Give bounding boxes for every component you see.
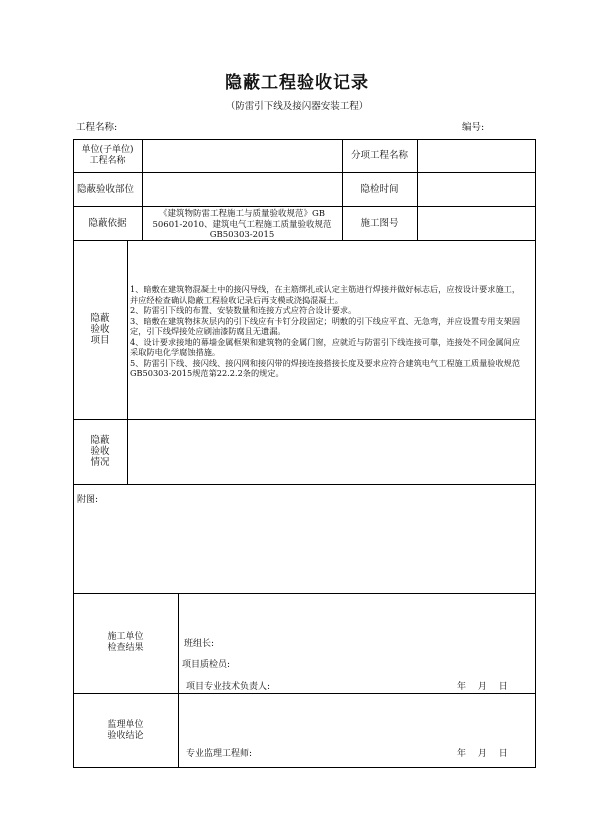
inspect-time-label: 隐检时间 bbox=[360, 183, 399, 195]
construction-unit-label: 施工单位 检查结果 bbox=[107, 632, 144, 653]
column-divider bbox=[417, 139, 418, 240]
column-divider bbox=[178, 593, 179, 768]
document-title: 隐蔽工程验收记录 bbox=[225, 73, 369, 93]
column-divider bbox=[127, 240, 128, 484]
hidden-situation-label: 隐蔽 验收 情况 bbox=[90, 435, 110, 468]
hidden-project-label: 隐蔽 验收 项目 bbox=[90, 313, 110, 346]
hidden-basis-label: 隐蔽依据 bbox=[88, 217, 127, 229]
number-label: 编号: bbox=[462, 122, 485, 133]
column-divider bbox=[142, 139, 143, 240]
row-divider bbox=[73, 419, 536, 420]
unit-name-label: 单位(子单位) 工程名称 bbox=[81, 144, 134, 166]
row-divider bbox=[73, 484, 536, 485]
supervisor-label: 专业监理工程师: bbox=[186, 749, 253, 759]
date-field: 年 月 日 bbox=[457, 749, 508, 759]
supervision-unit-label: 监理单位 验收结论 bbox=[107, 719, 144, 741]
date-field: 年 月 日 bbox=[457, 682, 508, 692]
quality-inspector-label: 项目质检员: bbox=[182, 660, 231, 670]
project-name-label: 工程名称: bbox=[76, 122, 118, 133]
document-subtitle: （防雷引下线及接闪器安装工程） bbox=[225, 101, 369, 112]
team-leader-label: 班组长: bbox=[184, 639, 215, 649]
hidden-basis-text: 《建筑物防雷工程施工与质量验收规范》GB 50601-2010、建筑电气工程施工质量验收规范 GB50303-2015 bbox=[152, 209, 332, 240]
attachment-label: 附图: bbox=[77, 495, 99, 505]
sub-project-name-label: 分项工程名称 bbox=[350, 150, 408, 161]
hidden-location-label: 隐蔽验收部位 bbox=[77, 183, 135, 195]
hidden-project-text: 1、暗敷在建筑物混凝土中的接闪导线，在主筋绑扎或认定主筋进行焊接并做好标志后，应按设计要求施工，并应经检查确认隐蔽工程验收记录后再支模或浇捣混凝土。 2、防雷引下线的布置、安装数量和连接方式应符合设计要求。 3、暗敷在建筑物抹灰层内的引下线应有卡钉分段固定；明敷的引下线应平直、无急弯，并应设置专用支架固定，引下线焊接处应刷油漆防腐且无遗漏。 4、设计要求接地的幕墙金属框架和建筑物的金属门窗，应就近与防雷引下线连接可靠，连接处不同金属间应采取防电化学腐蚀措施。 5、防雷引下线、接闪线、接闪网和接闪带的焊接连接搭接长度及要求应符合建筑电气工程施工质量验收规范GB50303-2015规范第22.2.2条的规定。 bbox=[130, 284, 521, 378]
drawing-number-label: 施工图号 bbox=[360, 217, 399, 229]
tech-leader-label: 项目专业技术负责人: bbox=[186, 682, 271, 692]
